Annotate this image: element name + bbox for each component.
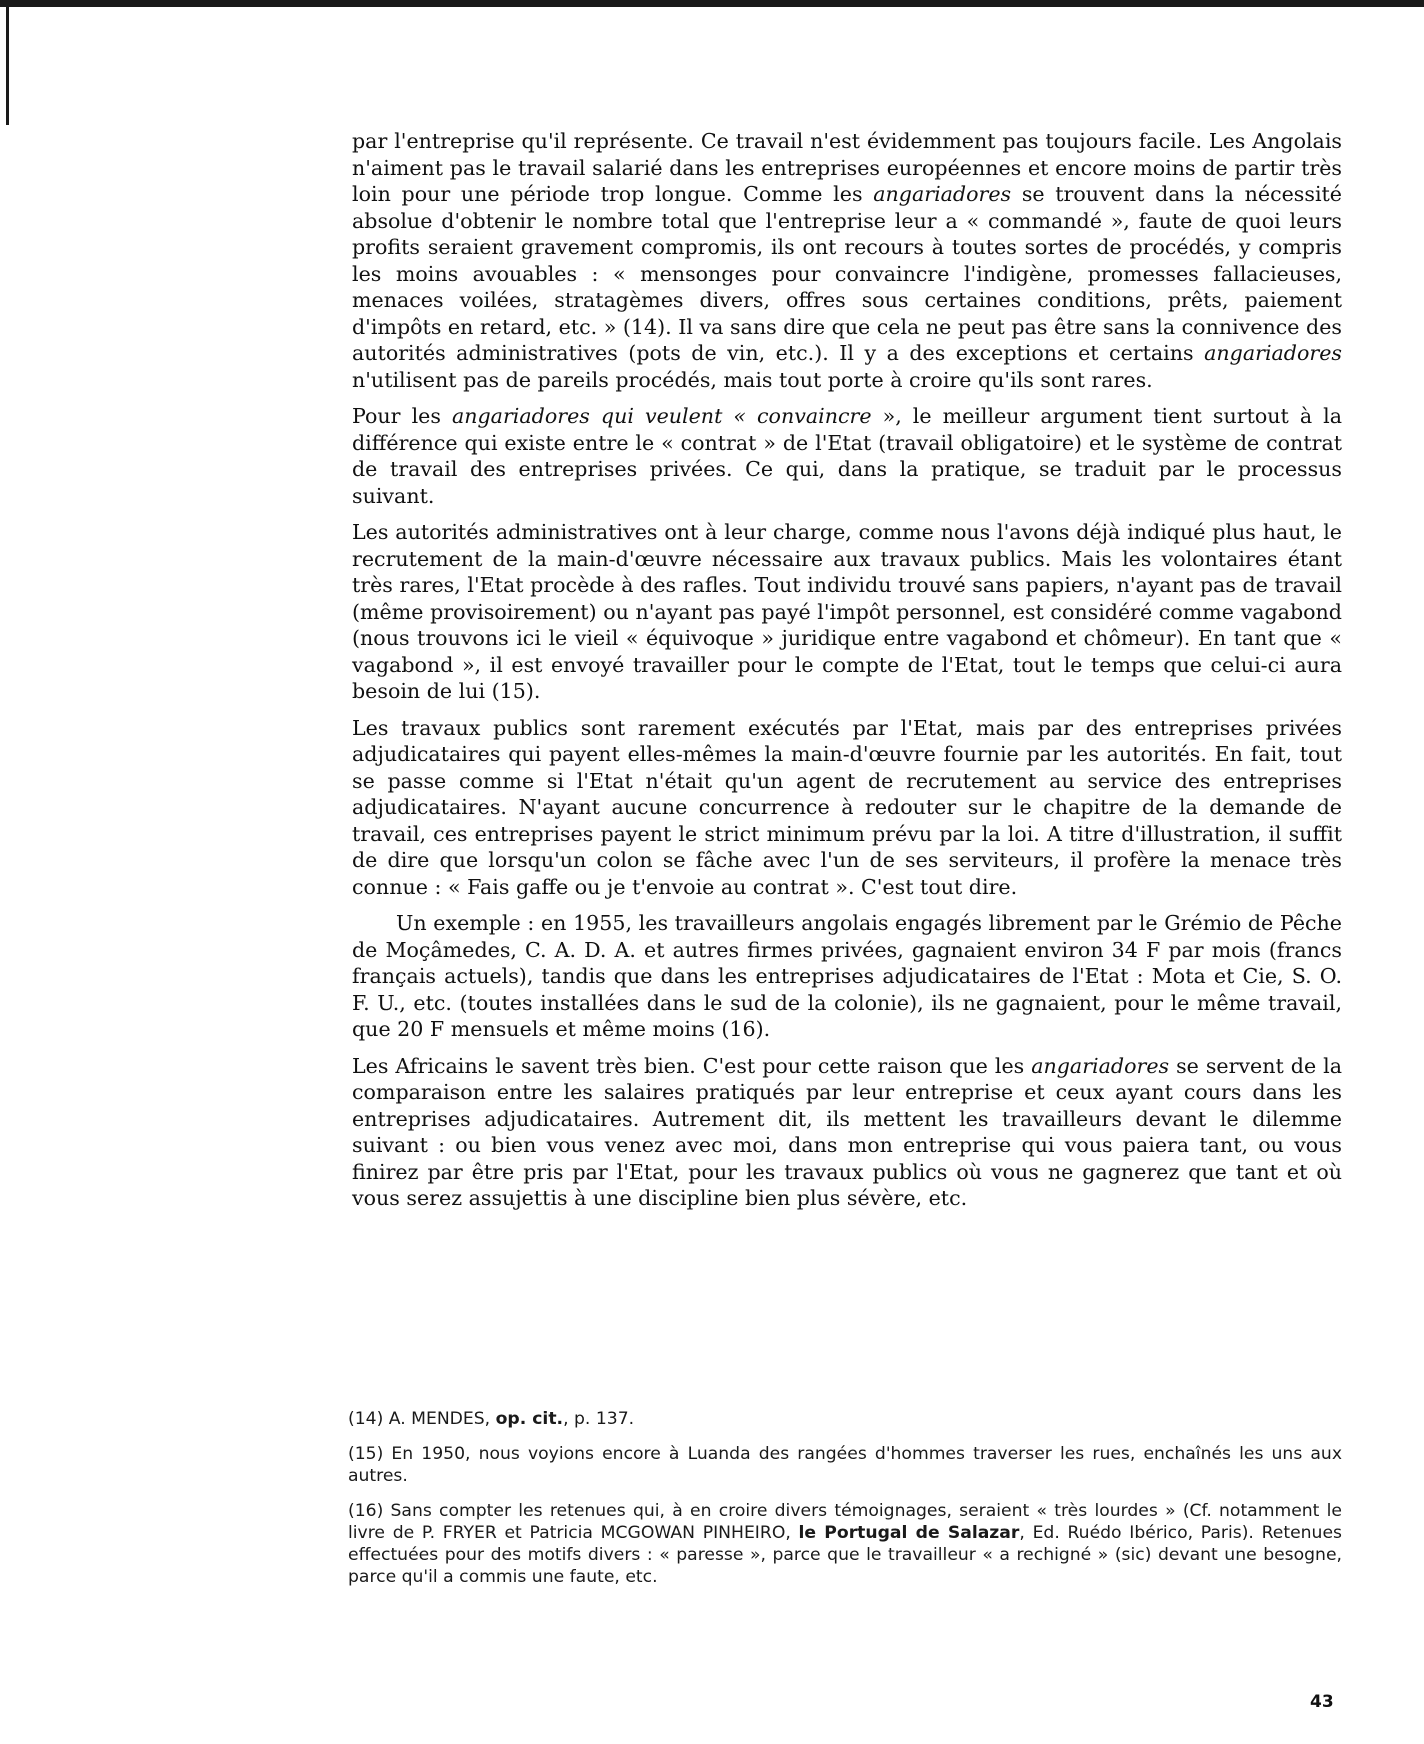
text-run: Les autorités administratives ont à leur charge, comme nous l'avons déjà indiqué plus haut, le recrutement de la main-d'œuvre nécessaire aux travaux publics. Mais les volontaires étant très rares, l'Etat procède à des rafles. Tout individu trouvé sans papiers, n'ayant pas de travail (même provisoirement) ou n'ayant pas payé l'impôt personnel, est considéré comme vagabond (nous trouvons ici le vieil « équivoque » juridique entre vagabond et chômeur). En tant que « vagabond », il est envoyé travailler pour le compte de l'Etat, tout le temps que celui-ci aura besoin de lui (15). xyxy=(352,520,1342,703)
text-run: », le meilleur argument tient surtout à la différence qui existe entre le « contrat » de l'Etat (travail obligatoire) et le système de contrat de travail des entreprises privées. Ce qui, dans la pratique, se traduit par le processus suivant. xyxy=(352,404,1342,508)
text-run: se servent de la comparaison entre les salaires pratiqués par leur entreprise et ceux ayant cours dans les entreprises adjudicataires. Autrement dit, ils mettent les travailleurs devant le dilemme suivant : ou bien vous venez avec moi, dans mon entreprise qui vous paiera tant, ou vous finirez par être pris par l'Etat, pour les travaux publics où vous ne gagnerez que tant et où vous serez assujettis à une discipline bien plus sévère, etc. xyxy=(352,1053,1342,1210)
text-run: n'utilisent pas de pareils procédés, mais tout porte à croire qu'ils sont rares. xyxy=(352,367,1153,392)
paragraph xyxy=(352,1053,1342,1212)
page-number: 43 xyxy=(1310,1692,1334,1712)
text-run: (14) A. MENDES, xyxy=(348,1409,496,1429)
text-run: , Ed. Ruédo Ibérico, Paris). Retenues effectuées pour des motifs divers : « paresse », parce que le travailleur « a rechigné » (sic) devant une besogne, parce qu'il a commis une faute, etc. xyxy=(348,1523,1342,1587)
paragraph xyxy=(352,519,1342,705)
text-run: Pour les xyxy=(352,404,452,428)
left-border-rule xyxy=(6,0,9,125)
top-border-rule xyxy=(0,0,1424,7)
main-text-column xyxy=(352,128,1342,1222)
text-run: par l'entreprise qu'il représente. Ce travail n'est évidemment pas toujours facile. Les Angolais n'aiment pas le travail salarié dans les entreprises européennes et encore moins de partir très loin pour une période trop longue. Comme les xyxy=(352,129,1342,206)
footnote xyxy=(348,1443,1342,1487)
text-run: (16) Sans compter les retenues qui, à en croire divers témoignages, seraient « très lourdes » (Cf. notamment le livre de P. FRYER et Patricia MCGOWAN PINHEIRO, xyxy=(348,1501,1342,1543)
footnote xyxy=(348,1408,1342,1430)
bold-term: op. cit. xyxy=(495,1409,564,1429)
italic-term: angariadores xyxy=(1031,1053,1170,1078)
text-run: Les travaux publics sont rarement exécutés par l'Etat, mais par des entreprises privées adjudicataires qui payent elles-mêmes la main-d'œuvre fournie par les autorités. En fait, tout se passe comme si l'Etat n'était qu'un agent de recrutement au service des entreprises adjudicataires. N'ayant aucune concurrence à redouter sur le chapitre de la demande de travail, ces entreprises payent le strict minimum prévu par la loi. A titre d'illustration, il suffit de dire que lorsqu'un colon se fâche avec l'un de ses serviteurs, il profère la menace très connue : « Fais gaffe ou je t'envoie au contrat ». C'est tout dire. xyxy=(352,715,1342,899)
italic-term: angariadores xyxy=(873,182,1012,206)
paragraph xyxy=(352,403,1342,509)
text-run: , p. 137. xyxy=(563,1409,635,1429)
bold-term: le Portugal de Salazar xyxy=(798,1523,1020,1543)
footnote xyxy=(348,1500,1342,1588)
text-run: (15) En 1950, nous voyions encore à Luanda des rangées d'hommes traverser les rues, enchaînés les uns aux autres. xyxy=(348,1444,1342,1486)
text-run: se trouvent dans la nécessité absolue d'obtenir le nombre total que l'entreprise leur a « commandé », faute de quoi leurs profits seraient gravement compromis, ils ont recours à toutes sortes de procédés, y compris les moins avouables : « mensonges pour convaincre l'indigène, promesses fallacieuses, menaces voilées, stratagèmes divers, offres sous certaines conditions, prêts, paiement d'impôts en retard, etc. » (14). Il va sans dire que cela ne peut pas être sans la connivence des autorités administratives (pots de vin, etc.). Il y a des exceptions et certains xyxy=(352,182,1342,365)
italic-term: angariadores qui veulent « convaincre xyxy=(451,404,872,428)
paragraph xyxy=(352,715,1342,901)
italic-term: angariadores xyxy=(1204,341,1342,365)
footnotes-section xyxy=(348,1408,1342,1601)
text-run: Les Africains le savent très bien. C'est pour cette raison que les xyxy=(352,1053,1032,1078)
paragraph xyxy=(352,128,1342,393)
paragraph xyxy=(352,910,1342,1043)
text-run: Un exemple : en 1955, les travailleurs angolais engagés librement par le Grémio de Pêche de Moçâmedes, C. A. D. A. et autres firmes privées, gagnaient environ 34 F par mois (francs français actuels), tandis que dans les entreprises adjudicataires de l'Etat : Mota et Cie, S. O. F. U., etc. (toutes installées dans le sud de la colonie), ils ne gagnaient, pour le même travail, que 20 F mensuels et même moins (16). xyxy=(352,911,1342,1041)
